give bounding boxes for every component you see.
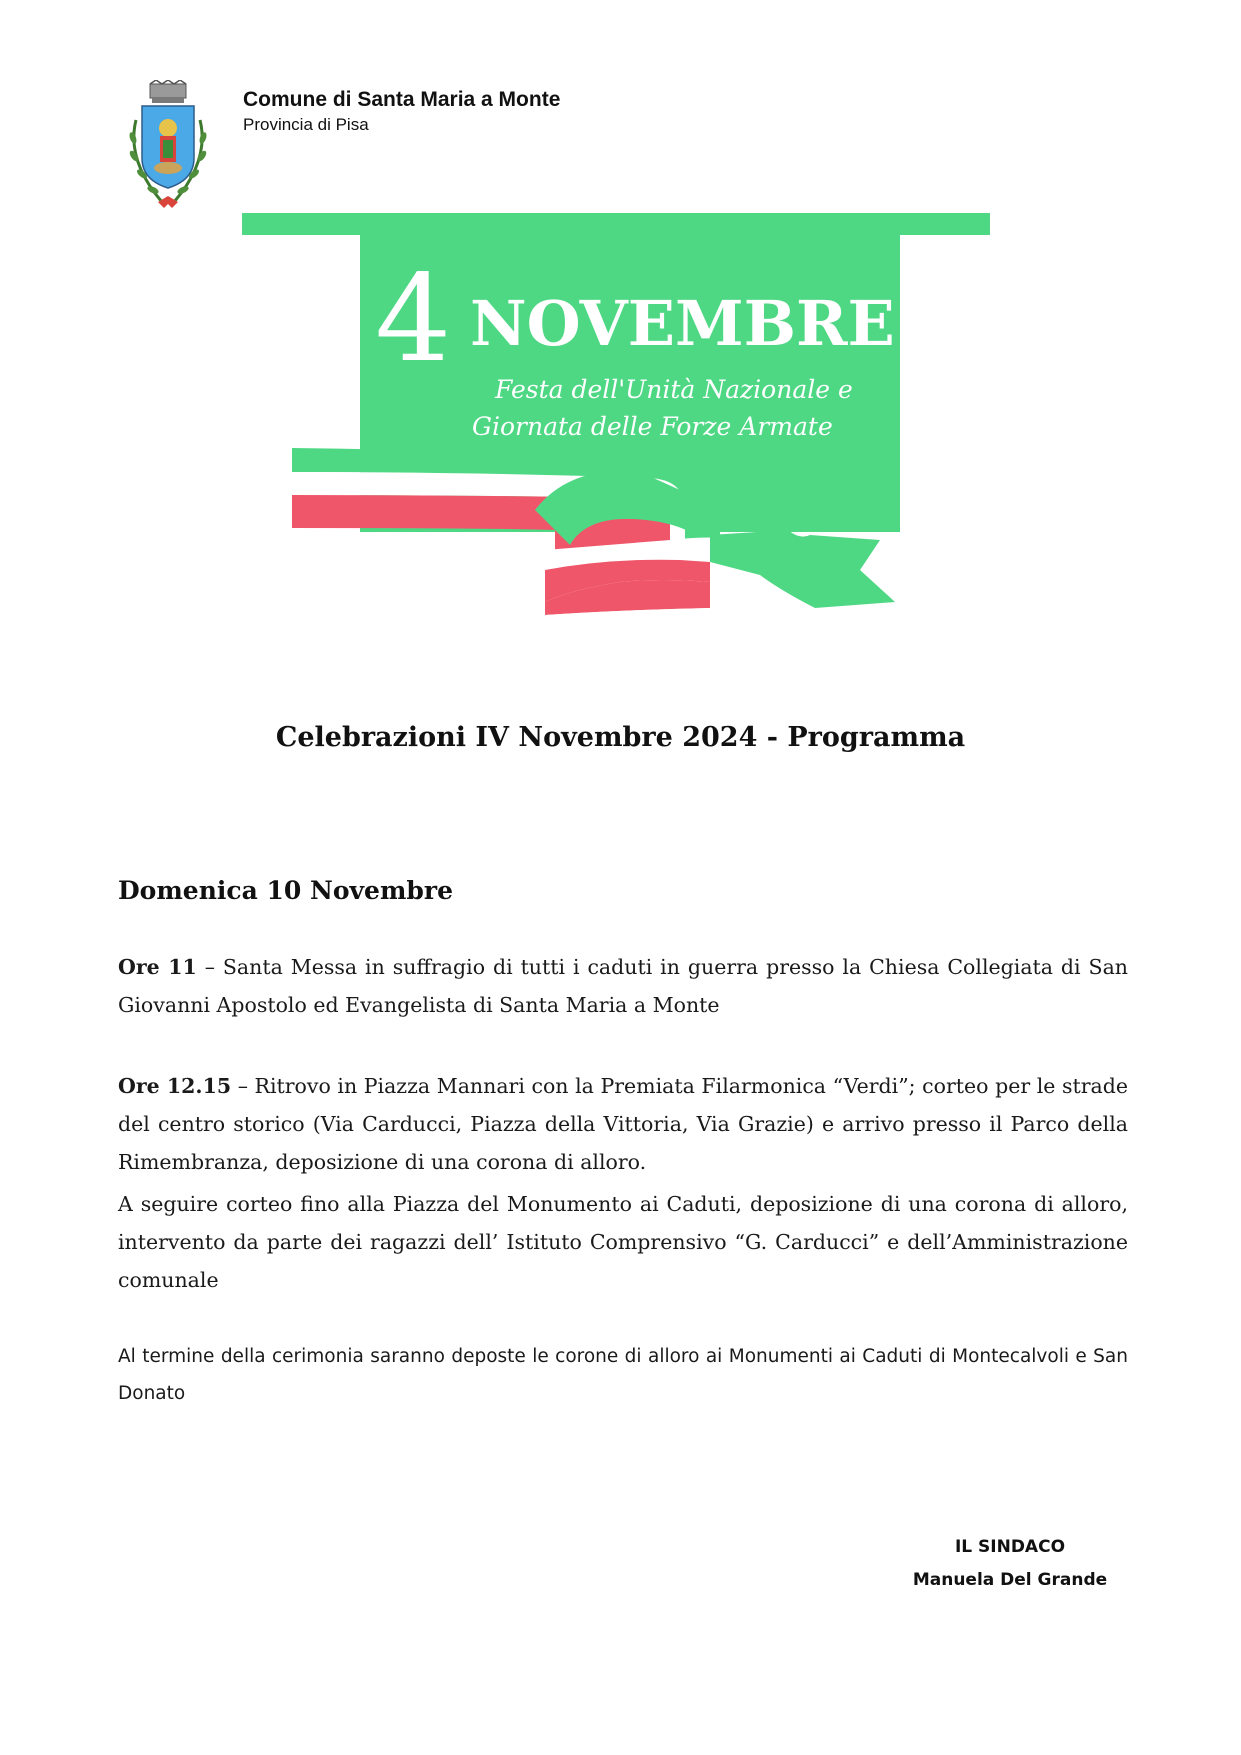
4-novembre-banner bbox=[240, 210, 990, 642]
banner-line-2: Giornata delle Forze Armate bbox=[472, 412, 833, 441]
program-item-time: Ore 12.15 bbox=[118, 1074, 232, 1098]
document-title: Celebrazioni IV Novembre 2024 - Programma bbox=[275, 722, 966, 753]
banner-word: NOVEMBRE bbox=[470, 287, 895, 360]
signature-role: IL SINDACO bbox=[954, 1537, 1066, 1557]
signature-name: Manuela Del Grande bbox=[912, 1570, 1108, 1590]
program-continuation: A seguire corteo fino alla Piazza del Monumento ai Caduti, deposizione di una corona di alloro, intervento da parte dei ragazzi dell’ Istituto Comprensivo “G. Carducci” e dell’Amministrazione comunale bbox=[118, 1192, 1128, 1292]
program-item bbox=[118, 948, 1128, 1024]
day-heading: Domenica 10 Novembre bbox=[118, 876, 453, 905]
program-item-text: – Ritrovo in Piazza Mannari con la Premiata Filarmonica “Verdi”; corteo per le strade del centro storico (Via Carducci, Piazza della Vittoria, Via Grazie) e arrivo presso il Parco della Rimembranza, deposizione di una corona di alloro. bbox=[118, 1074, 1129, 1174]
program-item bbox=[118, 1067, 1128, 1181]
banner-number: 4 bbox=[375, 250, 452, 389]
program-item-text: – Santa Messa in suffragio di tutti i caduti in guerra presso la Chiesa Collegiata di San Giovanni Apostolo ed Evangelista di Santa Maria a Monte bbox=[118, 955, 1128, 1017]
closing-note: Al termine della cerimonia saranno deposte le corone di alloro ai Monumenti ai Caduti di Montecalvoli e San Donato bbox=[118, 1346, 1128, 1404]
municipality-name: Comune di Santa Maria a Monte bbox=[243, 88, 561, 111]
province-name: Provincia di Pisa bbox=[243, 115, 369, 134]
program-item-time: Ore 11 bbox=[118, 955, 197, 979]
municipal-crest-icon bbox=[122, 80, 214, 212]
banner-line-1: Festa dell'Unità Nazionale e bbox=[495, 375, 853, 404]
